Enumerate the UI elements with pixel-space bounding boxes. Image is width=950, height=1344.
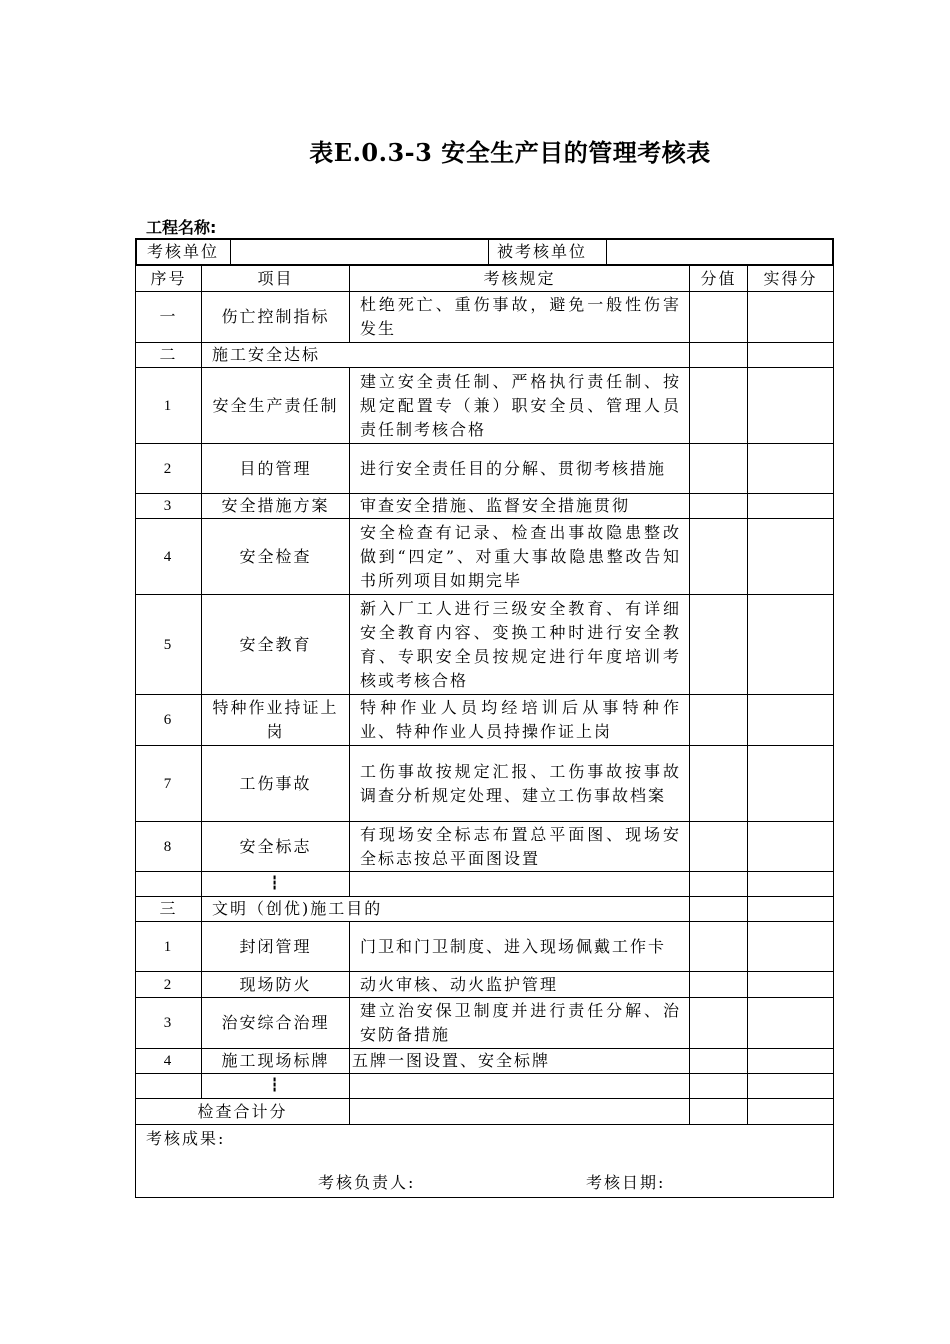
col-header-rule: 考核规定	[350, 266, 690, 292]
row-no: 4	[136, 519, 202, 595]
result-row	[136, 1125, 834, 1198]
row-rule	[350, 872, 690, 897]
row-item: 施工现场标牌	[202, 1049, 350, 1074]
score-cell[interactable]	[690, 368, 748, 444]
row-rule	[350, 1074, 690, 1099]
score-cell[interactable]	[690, 444, 748, 494]
assessed-unit-input[interactable]	[607, 240, 833, 265]
row-rule: 五牌一图设置、安全标牌	[350, 1049, 690, 1074]
row-no: 4	[136, 1049, 202, 1074]
ellipsis-mark: ┇	[202, 872, 350, 897]
row-item: 封闭管理	[202, 922, 350, 972]
row-item: 安全教育	[202, 595, 350, 695]
table-row	[136, 872, 834, 897]
row-rule: 安全检查有记录、检查出事故隐患整改做到“四定”、对重大事故隐患整改告知书所列项目如期完毕	[350, 519, 690, 595]
result-cell[interactable]	[136, 1125, 834, 1198]
col-header-item: 项目	[202, 266, 350, 292]
actual-score-cell[interactable]	[748, 519, 834, 595]
table-row	[136, 595, 834, 695]
person-label: 考核负责人:	[318, 1173, 416, 1192]
actual-score-cell[interactable]	[748, 897, 834, 922]
row-no: 3	[136, 494, 202, 519]
row-no: 二	[136, 343, 202, 368]
score-cell[interactable]	[690, 922, 748, 972]
row-no: 一	[136, 292, 202, 343]
score-cell[interactable]	[690, 998, 748, 1049]
row-no: 8	[136, 822, 202, 872]
table-row	[136, 998, 834, 1049]
row-item: 特种作业持证上岗	[202, 695, 350, 746]
row-rule: 建立安全责任制、严格执行责任制、按规定配置专（兼）职安全员、管理人员责任制考核合格	[350, 368, 690, 444]
row-no: 1	[136, 368, 202, 444]
score-cell[interactable]	[690, 822, 748, 872]
header-unit-row	[136, 239, 834, 266]
table-row	[136, 519, 834, 595]
row-rule: 特种作业人员均经培训后从事特种作业、特种作业人员持操作证上岗	[350, 695, 690, 746]
total-rule-cell	[350, 1099, 690, 1125]
actual-score-cell[interactable]	[748, 1049, 834, 1074]
actual-score-cell[interactable]	[748, 922, 834, 972]
row-no	[136, 1074, 202, 1099]
row-item: 治安综合治理	[202, 998, 350, 1049]
ellipsis-mark: ┇	[202, 1074, 350, 1099]
total-actual-score-cell[interactable]	[748, 1099, 834, 1125]
table-row	[136, 1049, 834, 1074]
row-rule: 建立治安保卫制度并进行责任分解、治安防备措施	[350, 998, 690, 1049]
score-cell[interactable]	[690, 972, 748, 998]
score-cell[interactable]	[690, 1049, 748, 1074]
table-row	[136, 822, 834, 872]
row-item: 安全措施方案	[202, 494, 350, 519]
score-cell[interactable]	[690, 292, 748, 343]
actual-score-cell[interactable]	[748, 368, 834, 444]
row-rule: 工伤事故按规定汇报、工伤事故按事故调查分析规定处理、建立工伤事故档案	[350, 746, 690, 822]
table-row	[136, 746, 834, 822]
col-header-score: 分值	[690, 266, 748, 292]
row-item: 安全标志	[202, 822, 350, 872]
row-no: 3	[136, 998, 202, 1049]
col-header-no: 序号	[136, 266, 202, 292]
row-no: 5	[136, 595, 202, 695]
column-header-row	[136, 266, 834, 292]
row-item: 工伤事故	[202, 746, 350, 822]
col-header-actual: 实得分	[748, 266, 834, 292]
row-no: 2	[136, 444, 202, 494]
date-label: 考核日期:	[586, 1173, 666, 1192]
actual-score-cell[interactable]	[748, 1074, 834, 1099]
row-rule: 进行安全责任目的分解、贯彻考核措施	[350, 444, 690, 494]
total-row	[136, 1099, 834, 1125]
row-item: 目的管理	[202, 444, 350, 494]
actual-score-cell[interactable]	[748, 972, 834, 998]
actual-score-cell[interactable]	[748, 292, 834, 343]
total-score-cell[interactable]	[690, 1099, 748, 1125]
row-item: 伤亡控制指标	[202, 292, 350, 343]
table-row	[136, 494, 834, 519]
actual-score-cell[interactable]	[748, 695, 834, 746]
actual-score-cell[interactable]	[748, 444, 834, 494]
score-cell[interactable]	[690, 494, 748, 519]
score-cell[interactable]	[690, 872, 748, 897]
row-no: 1	[136, 922, 202, 972]
row-no: 7	[136, 746, 202, 822]
row-no: 三	[136, 897, 202, 922]
table-row	[136, 343, 834, 368]
table-row	[136, 922, 834, 972]
row-rule: 审查安全措施、监督安全措施贯彻	[350, 494, 690, 519]
row-no	[136, 872, 202, 897]
section-title: 施工安全达标	[202, 343, 690, 368]
table-row	[136, 444, 834, 494]
row-no: 6	[136, 695, 202, 746]
table-row	[136, 1074, 834, 1099]
actual-score-cell[interactable]	[748, 595, 834, 695]
result-label: 考核成果:	[146, 1129, 226, 1148]
total-label: 检查合计分	[136, 1099, 350, 1125]
project-name-label: 工程名称:	[146, 218, 217, 237]
row-item: 安全检查	[202, 519, 350, 595]
table-row	[136, 695, 834, 746]
score-cell[interactable]	[690, 1074, 748, 1099]
assessment-table	[135, 238, 834, 1198]
score-cell[interactable]	[690, 746, 748, 822]
page-title: 表E.0.3-3 安全生产目的管理考核表	[309, 138, 711, 167]
score-cell[interactable]	[690, 897, 748, 922]
actual-score-cell[interactable]	[748, 998, 834, 1049]
actual-score-cell[interactable]	[748, 343, 834, 368]
actual-score-cell[interactable]	[748, 822, 834, 872]
row-rule: 动火审核、动火监护管理	[350, 972, 690, 998]
actual-score-cell[interactable]	[748, 494, 834, 519]
table-row	[136, 368, 834, 444]
row-item: 安全生产责任制	[202, 368, 350, 444]
assessed-unit-label: 被考核单位	[489, 240, 607, 265]
row-no: 2	[136, 972, 202, 998]
table-row	[136, 292, 834, 343]
row-rule: 门卫和门卫制度、进入现场佩戴工作卡	[350, 922, 690, 972]
score-cell[interactable]	[690, 519, 748, 595]
unit-label: 考核单位	[137, 240, 231, 265]
row-rule: 新入厂工人进行三级安全教育、有详细安全教育内容、变换工种时进行安全教育、专职安全员按规定进行年度培训考核或考核合格	[350, 595, 690, 695]
row-rule: 有现场安全标志布置总平面图、现场安全标志按总平面图设置	[350, 822, 690, 872]
section-title: 文明（创优)施工目的	[202, 897, 690, 922]
score-cell[interactable]	[690, 695, 748, 746]
table-row	[136, 972, 834, 998]
score-cell[interactable]	[690, 343, 748, 368]
actual-score-cell[interactable]	[748, 872, 834, 897]
row-rule: 杜绝死亡、重伤事故，避免一般性伤害发生	[350, 292, 690, 343]
row-item: 现场防火	[202, 972, 350, 998]
unit-input[interactable]	[231, 240, 489, 265]
table-row	[136, 897, 834, 922]
actual-score-cell[interactable]	[748, 746, 834, 822]
score-cell[interactable]	[690, 595, 748, 695]
